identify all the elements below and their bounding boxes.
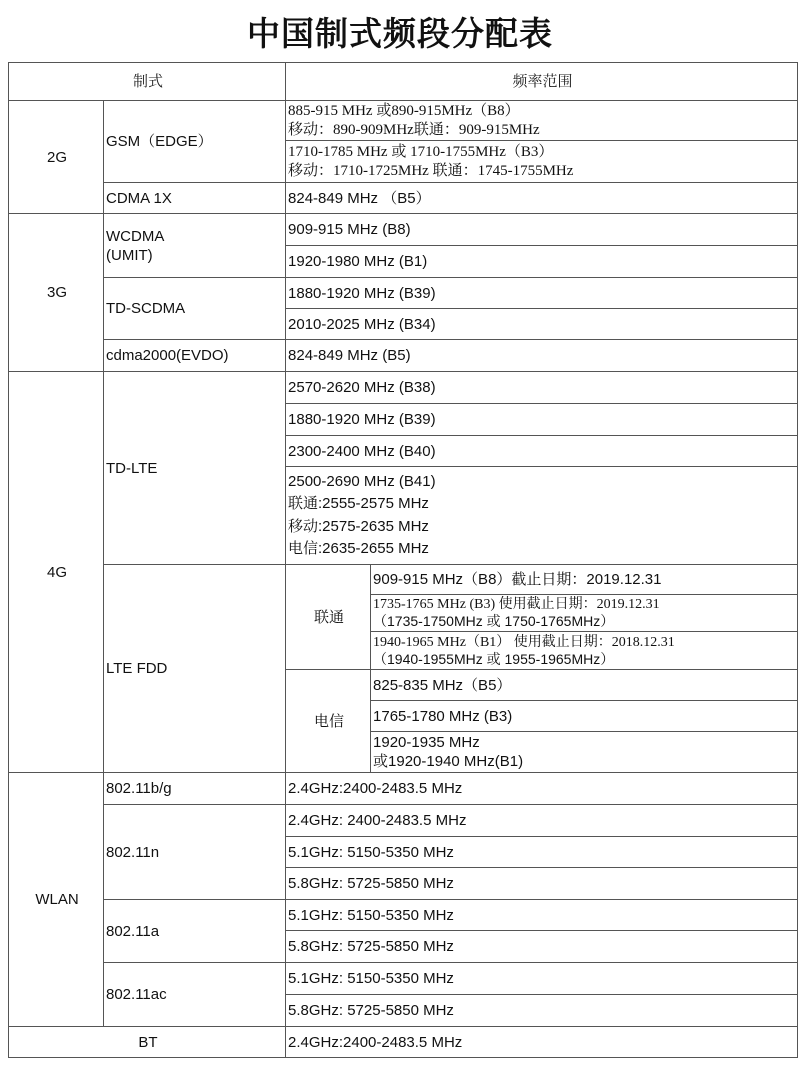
freq-cell: 5.8GHz: 5725-5850 MHz	[286, 995, 798, 1027]
table-row	[9, 183, 798, 214]
table-row	[9, 900, 798, 931]
freq-line: 1735-1765 MHz (B3) 使用截止日期：2019.12.31	[373, 597, 660, 612]
std-80211n: 802.11n	[104, 805, 286, 900]
table-row	[9, 1027, 798, 1058]
freq-line: 或1920-1940 MHz(B1)	[373, 753, 524, 770]
table-row	[9, 101, 798, 141]
std-gsm: GSM（EDGE）	[104, 101, 286, 183]
header-standard: 制式	[9, 63, 286, 101]
std-80211a: 802.11a	[104, 900, 286, 963]
freq-cell	[371, 732, 798, 773]
freq-line: 2500-2690 MHz (B41)	[288, 472, 436, 490]
freq-cell	[286, 141, 798, 183]
freq-cell	[286, 467, 798, 565]
frequency-table	[8, 62, 798, 1058]
table-row	[9, 773, 798, 805]
freq-line: 1940-1965 MHz（B1） 使用截止日期：2018.12.31	[373, 634, 675, 650]
freq-line: （1940-1955MHz 或 1955-1965MHz）	[373, 650, 615, 667]
freq-line: 1920-1935 MHz	[373, 734, 480, 751]
std-td-scdma: TD-SCDMA	[104, 278, 286, 340]
std-cdma2000: cdma2000(EVDO)	[104, 340, 286, 372]
freq-cell: 824-849 MHz （B5）	[286, 183, 798, 214]
freq-cell: 909-915 MHz (B8)	[286, 214, 798, 246]
freq-line: （1735-1750MHz 或 1750-1765MHz）	[373, 613, 615, 629]
operator-telecom: 电信	[286, 670, 371, 773]
freq-cell: 1880-1920 MHz (B39)	[286, 404, 798, 436]
std-td-lte: TD-LTE	[104, 372, 286, 565]
table-row	[9, 214, 798, 246]
gen-bt: BT	[9, 1027, 286, 1058]
freq-cell: 2.4GHz:2400-2483.5 MHz	[286, 773, 798, 805]
operator-unicom: 联通	[286, 565, 371, 670]
gen-3g: 3G	[9, 214, 104, 372]
freq-cell	[286, 101, 798, 141]
freq-cell: 2010-2025 MHz (B34)	[286, 309, 798, 340]
table-row	[9, 340, 798, 372]
std-80211bg: 802.11b/g	[104, 773, 286, 805]
gen-wlan: WLAN	[9, 773, 104, 1027]
freq-cell	[371, 595, 798, 632]
std-lte-fdd: LTE FDD	[104, 565, 286, 773]
header-frequency: 频率范围	[286, 63, 798, 101]
freq-line: 移动:2575-2635 MHz	[288, 517, 429, 535]
freq-cell: 5.1GHz: 5150-5350 MHz	[286, 900, 798, 931]
freq-cell: 5.1GHz: 5150-5350 MHz	[286, 963, 798, 995]
freq-cell: 5.8GHz: 5725-5850 MHz	[286, 868, 798, 900]
gen-4g: 4G	[9, 372, 104, 773]
page-title: 中国制式频段分配表	[247, 14, 553, 53]
freq-line: 885-915 MHz 或890-915MHz（B8）	[288, 102, 520, 119]
gen-2g: 2G	[9, 101, 104, 214]
std-cdma-1x: CDMA 1X	[104, 183, 286, 214]
table-row	[9, 565, 798, 595]
table-row	[9, 805, 798, 837]
freq-cell: 2300-2400 MHz (B40)	[286, 436, 798, 467]
table-header-row	[9, 63, 798, 101]
freq-cell: 909-915 MHz（B8）截止日期：2019.12.31	[371, 565, 798, 595]
std-label-line: (UMIT)	[106, 246, 153, 264]
freq-line: 联通:2555-2575 MHz	[288, 495, 429, 512]
table-row	[9, 278, 798, 309]
freq-cell	[371, 632, 798, 670]
freq-cell: 5.1GHz: 5150-5350 MHz	[286, 837, 798, 868]
table-row	[9, 372, 798, 404]
freq-cell: 2.4GHz: 2400-2483.5 MHz	[286, 805, 798, 837]
std-wcdma	[104, 214, 286, 278]
freq-cell: 825-835 MHz（B5）	[371, 670, 798, 701]
freq-cell: 1880-1920 MHz (B39)	[286, 278, 798, 309]
freq-cell: 5.8GHz: 5725-5850 MHz	[286, 931, 798, 963]
std-label-line: WCDMA	[106, 227, 165, 245]
freq-cell: 2.4GHz:2400-2483.5 MHz	[286, 1027, 798, 1058]
std-80211ac: 802.11ac	[104, 963, 286, 1027]
freq-line: 1710-1785 MHz 或 1710-1755MHz（B3）	[288, 143, 554, 160]
freq-line: 移动：1710-1725MHz 联通：1745-1755MHz	[288, 162, 574, 179]
freq-line: 移动：890-909MHz联通：909-915MHz	[288, 121, 540, 138]
freq-cell: 2570-2620 MHz (B38)	[286, 372, 798, 404]
freq-cell: 1765-1780 MHz (B3)	[371, 701, 798, 732]
freq-cell: 1920-1980 MHz (B1)	[286, 246, 798, 278]
table-row	[9, 963, 798, 995]
freq-cell: 824-849 MHz (B5)	[286, 340, 798, 372]
freq-line: 电信:2635-2655 MHz	[288, 540, 429, 557]
